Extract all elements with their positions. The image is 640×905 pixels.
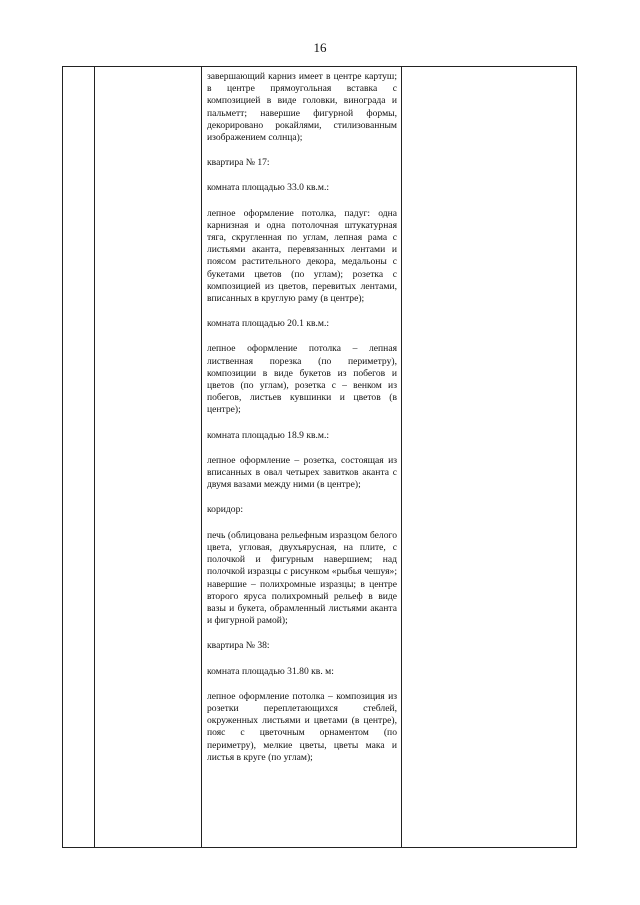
paragraph: завершающий карниз имеет в центре картуш; в центре прямоугольная вставка с композицией в виде головки, винограда и пальметт; навершие фигурной формы, декорировано рокайлями, стилизованным изображением солнца); — [207, 71, 397, 144]
page-number: 16 — [313, 40, 327, 55]
paragraph: лепное оформление потолка – композиция из розетки переплетающихся стеблей, окруженных листьями и цветами (в центре), пояс с цветочным орнаментом (по периметру), мелкие цветы, цветы мака и листья в круге (по углам); — [207, 690, 397, 763]
paragraph-heading: квартира № 17: — [207, 157, 270, 169]
paragraph-heading: комната площадью 33.0 кв.м.: — [207, 182, 330, 194]
paragraph: лепное оформление потолка – лепная лиственная порезка (по периметру), композиции в виде букетов из побегов и цветов (по углам), розетка с – венком из побегов, листьев кувшинки и цветов (в центре); — [207, 343, 397, 416]
cell-notes — [402, 67, 577, 848]
paragraph: печь (облицована рельефным изразцом белого цвета, угловая, двухъярусная, на плите, с полочкой и фигурным навершием; над полочкой изразцы с рисунком «рыбья чешуя»; навершие – полихромные изразцы; в центре второго яруса полихромный рельеф в виде вазы и букета, обрамленный листьями аканта и фигурной рамой); — [207, 529, 397, 627]
paragraph-heading: комната площадью 18.9 кв.м.: — [207, 429, 330, 441]
cell-object — [95, 67, 202, 848]
paragraph: лепное оформление потолка, падуг: одна карнизная и одна потолочная штукатурная тяга, скругленная по углам, лепная рама с листьями аканта, перевязанных лентами и поясом растительного декора, медальоны с букетами цветов (по углам); розетка с композицией из цветов, перевитых лентами, вписанных в круглую раму (в центре); — [207, 207, 397, 305]
description-text — [202, 67, 401, 764]
paragraph-heading: коридор: — [207, 504, 244, 516]
table-row — [63, 67, 577, 848]
paragraph-heading: комната площадью 20.1 кв.м.: — [207, 318, 330, 330]
cell-description — [202, 67, 402, 848]
paragraph-heading: квартира № 38: — [207, 640, 270, 652]
paragraph: лепное оформление – розетка, состоящая из вписанных в овал четырех завитков аканта с двумя вазами между ними (в центре); — [207, 454, 397, 491]
paragraph-heading: комната площадью 31.80 кв. м: — [207, 665, 334, 677]
cell-index — [63, 67, 95, 848]
document-table — [62, 66, 577, 848]
